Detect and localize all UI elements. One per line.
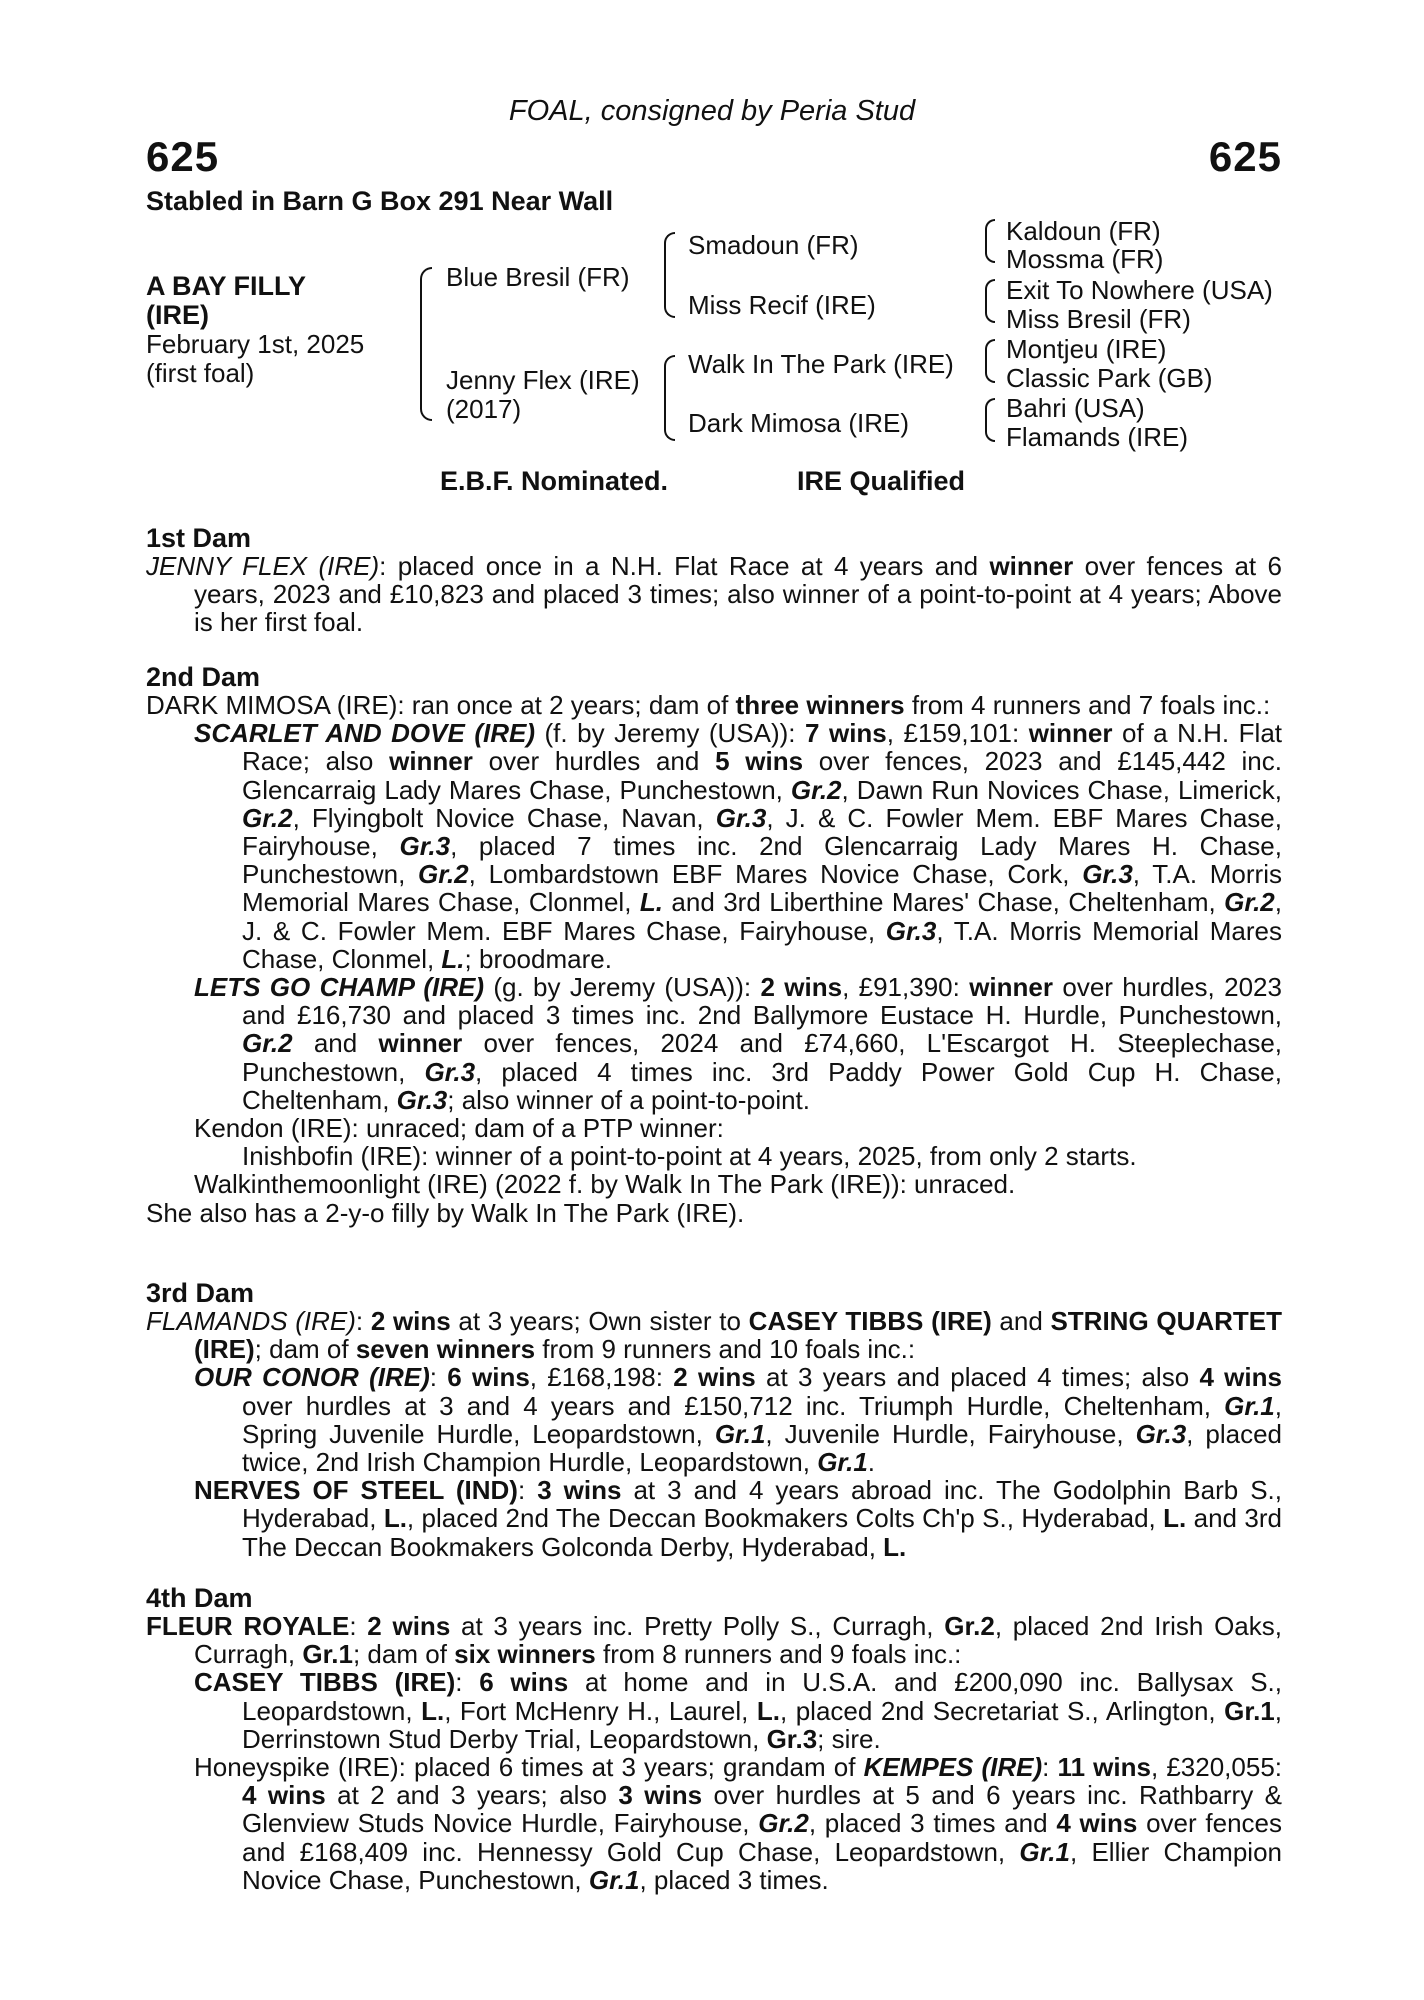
fourth-dam-text: FLEUR ROYALE: 2 wins at 3 years inc. Pretty Polly S., Curragh, Gr.2, placed 2nd Irish Oaks, Curragh, Gr.1; dam of six winners from 8 runners and 9 foals inc.: CASEY TIBBS (IRE): 6 wins at home and in U.S.A. and £200,090 inc. Ballysax S., Leopardstown, L., Fort McHenry H., Laurel, L., placed 2nd Secretariat S., Arlington, Gr.1, Derrinstown Stud Derby Trial, Leopardstown, Gr.3; sire. Honeyspike (IRE): placed 6 times at 3 years; grandam of KEMPES (IRE): 11 wins, £320,055: 4 wins at 2 and 3 years; also 3 wins over hurdles at 5 and 6 years inc. Rathbarry & Glenview Studs Novice Hurdle, Fairyhouse, Gr.2, placed 3 times and 4 wins over fences and £168,409 inc. Hennessy Gold Cup Chase, Leopardstown, Gr.1, Ellier Champion Novice Chase, Punchestown, Gr.1, placed 3 times. bbox=[146, 1611, 1283, 1895]
pedigree-g3: Exit To Nowhere (USA) bbox=[1006, 275, 1273, 305]
stabling-info: Stabled in Barn G Box 291 Near Wall bbox=[146, 186, 614, 216]
pedigree-sire-sire: Smadoun (FR) bbox=[688, 230, 859, 260]
lot-number-right: 625 bbox=[1208, 133, 1282, 180]
foal-note: (first foal) bbox=[146, 358, 255, 388]
pedigree-brace-g56 bbox=[985, 339, 995, 383]
horse-name: A BAY FILLY bbox=[146, 271, 307, 301]
pedigree-g4: Miss Bresil (FR) bbox=[1006, 304, 1191, 334]
third-dam-heading: 3rd Dam bbox=[146, 1278, 255, 1308]
pedigree-g6: Classic Park (GB) bbox=[1006, 363, 1213, 393]
pedigree-dam: Jenny Flex (IRE) bbox=[446, 365, 640, 395]
ebf-nominated: E.B.F. Nominated. bbox=[440, 466, 669, 496]
pedigree-brace-g12 bbox=[985, 219, 995, 263]
pedigree-sire-dam: Miss Recif (IRE) bbox=[688, 290, 876, 320]
pedigree-g2: Mossma (FR) bbox=[1006, 244, 1164, 274]
pedigree-brace-g34 bbox=[985, 279, 995, 323]
pedigree-sire: Blue Bresil (FR) bbox=[446, 262, 630, 292]
foaling-date: February 1st, 2025 bbox=[146, 329, 365, 359]
ire-qualified: IRE Qualified bbox=[797, 466, 966, 496]
pedigree-g1: Kaldoun (FR) bbox=[1006, 216, 1161, 246]
consignment-line: FOAL, consigned by Peria Stud bbox=[508, 95, 916, 127]
horse-name-suffix: (IRE) bbox=[146, 300, 209, 330]
pedigree-dam-year: (2017) bbox=[446, 394, 522, 424]
pedigree-g5: Montjeu (IRE) bbox=[1006, 334, 1167, 364]
first-dam-text: JENNY FLEX (IRE): placed once in a N.H. Flat Race at 4 years and winner over fences at 6 years, 2023 and £10,823 and placed 3 times; also winner of a point-to-point at 4 years; Above is her first foal. bbox=[146, 551, 1282, 638]
pedigree-dam-sire: Walk In The Park (IRE) bbox=[688, 349, 954, 379]
pedigree-dam-dam: Dark Mimosa (IRE) bbox=[688, 408, 910, 438]
lot-number-left: 625 bbox=[146, 133, 220, 180]
fourth-dam-heading: 4th Dam bbox=[146, 1583, 253, 1613]
second-dam-heading: 2nd Dam bbox=[146, 662, 261, 692]
pedigree-g7: Bahri (USA) bbox=[1006, 393, 1145, 423]
horse-description bbox=[146, 272, 364, 388]
pedigree-brace-sire bbox=[664, 232, 675, 318]
pedigree-brace-g78 bbox=[985, 398, 995, 442]
pedigree-brace-main bbox=[420, 267, 432, 421]
pedigree-brace-dam bbox=[664, 355, 675, 441]
first-dam-heading: 1st Dam bbox=[146, 523, 252, 553]
pedigree-g8: Flamands (IRE) bbox=[1006, 422, 1189, 452]
third-dam-text: FLAMANDS (IRE): 2 wins at 3 years; Own sister to CASEY TIBBS (IRE) and STRING QUARTET (IRE); dam of seven winners from 9 runners and 10 foals inc.: OUR CONOR (IRE): 6 wins, £168,198: 2 wins at 3 years and placed 4 times; also 4 wins over hurdles at 3 and 4 years and £150,712 inc. Triumph Hurdle, Cheltenham, Gr.1, Spring Juvenile Hurdle, Leopardstown, Gr.1, Juvenile Hurdle, Fairyhouse, Gr.3, placed twice, 2nd Irish Champion Hurdle, Leopardstown, Gr.1. NERVES OF STEEL (IND): 3 wins at 3 and 4 years abroad inc. The Godolphin Barb S., Hyderabad, L., placed 2nd The Deccan Bookmakers Colts Ch'p S., Hyderabad, L. and 3rd The Deccan Bookmakers Golconda Derby, Hyderabad, L. bbox=[146, 1306, 1283, 1562]
second-dam-text: DARK MIMOSA (IRE): ran once at 2 years; dam of three winners from 4 runners and 7 foals inc.: SCARLET AND DOVE (IRE) (f. by Jeremy (USA)): 7 wins, £159,101: winner of a N.H. Flat Race; also winner over hurdles and 5 wins over fences, 2023 and £145,442 inc. Glencarraig Lady Mares Chase, Punchestown, Gr.2, Dawn Run Novices Chase, Limerick, Gr.2, Flyingbolt Novice Chase, Navan, Gr.3, J. & C. Fowler Mem. EBF Mares Chase, Fairyhouse, Gr.3, placed 7 times inc. 2nd Glencarraig Lady Mares H. Chase, Punchestown, Gr.2, Lombardstown EBF Mares Novice Chase, Cork, Gr.3, T.A. Morris Memorial Mares Chase, Clonmel, L. and 3rd Liberthine Mares' Chase, Cheltenham, Gr.2, J. & C. Fowler Mem. EBF Mares Chase, Fairyhouse, Gr.3, T.A. Morris Memorial Mares Chase, Clonmel, L.; broodmare. LETS GO CHAMP (IRE) (g. by Jeremy (USA)): 2 wins, £91,390: winner over hurdles, 2023 and £16,730 and placed 3 times inc. 2nd Ballymore Eustace H. Hurdle, Punchestown, Gr.2 and winner over fences, 2024 and £74,660, L'Escargot H. Steeplechase, Punchestown, Gr.3, placed 4 times inc. 3rd Paddy Power Gold Cup H. Chase, Cheltenham, Gr.3; also winner of a point-to-point. Kendon (IRE): unraced; dam of a PTP winner: Inishbofin (IRE): winner of a point-to-point at 4 years, 2025, from only 2 starts. Walkinthemoonlight (IRE) (2022 f. by Walk In The Park (IRE)): unraced. She also has a 2-y-o filly by Walk In The Park (IRE). bbox=[146, 690, 1283, 1228]
